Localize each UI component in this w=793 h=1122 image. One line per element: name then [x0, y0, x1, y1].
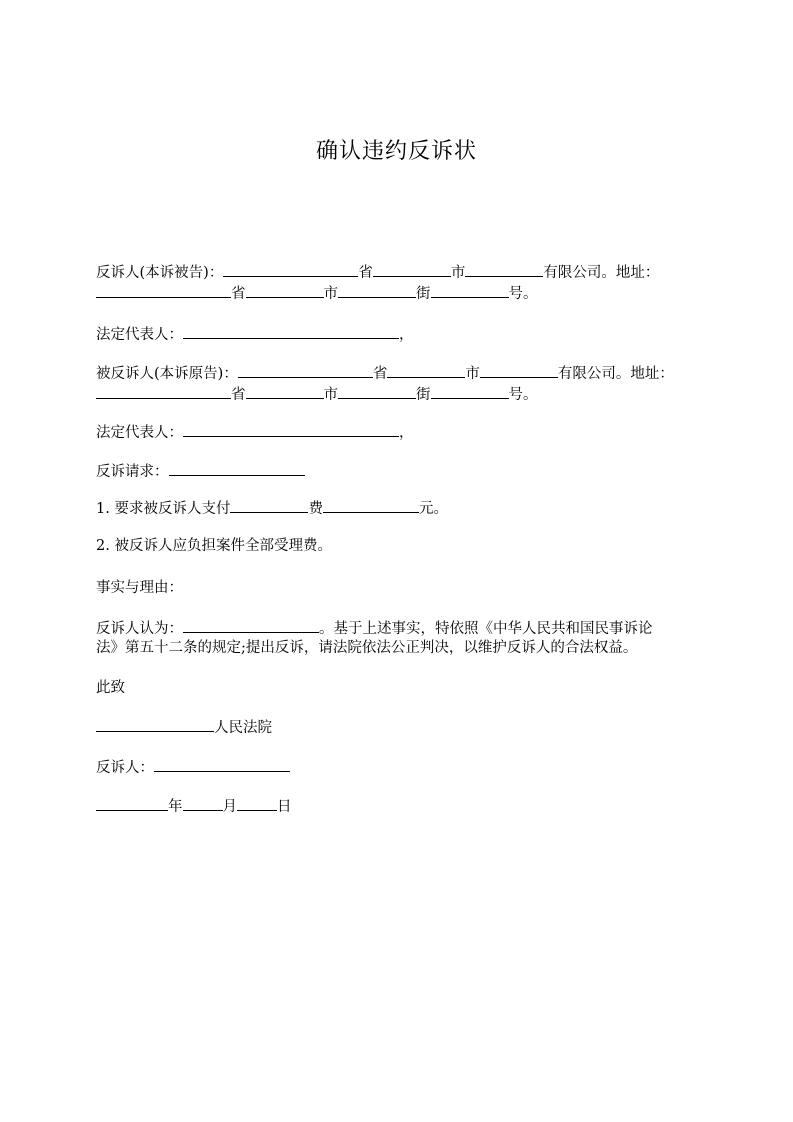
counter-defendant-line-2 [96, 383, 706, 404]
claim-amount-blank [323, 497, 419, 513]
address-city-label: 市 [323, 286, 338, 302]
counter-defendant-section [96, 362, 706, 404]
address-province-label: 省 [231, 286, 246, 302]
counter-plaintiff-line-2 [96, 282, 706, 303]
defendant-address-city-label: 市 [323, 387, 338, 403]
claim-fee-label: 费 [308, 501, 323, 517]
regards-line [96, 678, 706, 699]
defendant-city-blank [480, 362, 558, 378]
city-blank [465, 261, 543, 277]
legal-rep-2-line [96, 421, 706, 442]
claims-label-line [96, 460, 706, 481]
date-line-inner [96, 795, 706, 816]
legal-rep-1-section [96, 323, 706, 344]
address-province-blank [246, 282, 324, 298]
defendant-address-province-label: 省 [231, 387, 246, 403]
legal-rep-1-label: 法定代表人： [96, 327, 183, 343]
counter-defendant-name-blank [238, 362, 373, 378]
day-blank [237, 795, 277, 811]
court-label: 人民法院 [214, 720, 272, 736]
counter-plaintiff-label: 反诉人(本诉被告)： [96, 265, 224, 281]
date-line [96, 795, 706, 816]
facts-line-1-suffix: 。基于上述事实，特依照《中华人民共和国民事诉论 [319, 621, 653, 637]
facts-label-line [96, 578, 706, 599]
claim-item-1 [96, 497, 706, 518]
facts-label: 事实与理由： [96, 580, 183, 596]
signer-line [96, 756, 706, 777]
claims-label: 反诉请求： [96, 464, 169, 480]
street-label: 街 [416, 286, 431, 302]
facts-blank [183, 617, 319, 633]
signer-label: 反诉人： [96, 760, 154, 776]
defendant-address-blank [96, 383, 231, 399]
defendant-province-blank [387, 362, 465, 378]
counter-plaintiff-name-blank [223, 261, 358, 277]
counter-defendant-line-1 [96, 362, 706, 383]
facts-line-2: 法》第五十二条的规定;提出反诉，请法院依法公正判决，以维护反诉人的合法权益。 [96, 640, 638, 656]
defendant-address-province-blank [246, 383, 324, 399]
defendant-street-label: 街 [416, 387, 431, 403]
month-label: 月 [222, 799, 237, 815]
signer-line-inner [96, 756, 706, 777]
court-line-inner [96, 716, 706, 737]
year-label: 年 [168, 799, 183, 815]
claim-item-1-line [96, 497, 706, 518]
province-label: 省 [358, 265, 373, 281]
facts-line-1-prefix: 反诉人认为： [96, 621, 183, 637]
month-blank [183, 795, 223, 811]
claim-fee-type-blank [230, 497, 308, 513]
province-blank [373, 261, 451, 277]
document-title: 确认违约反诉状 [315, 139, 477, 164]
year-blank [96, 795, 168, 811]
defendant-company-address-label: 有限公司。地址： [557, 366, 674, 382]
company-address-label: 有限公司。地址： [543, 265, 660, 281]
street-blank [431, 282, 509, 298]
signer-blank [154, 756, 290, 772]
address-city-blank [338, 282, 416, 298]
number-label: 号。 [508, 286, 538, 302]
counter-plaintiff-line-1 [96, 261, 706, 282]
counter-plaintiff-section [96, 261, 706, 303]
legal-rep-1-comma: ， [399, 327, 414, 343]
defendant-street-blank [431, 383, 509, 399]
facts-line-1 [96, 617, 706, 638]
defendant-address-city-blank [338, 383, 416, 399]
legal-rep-2-label: 法定代表人： [96, 425, 183, 441]
claims-line [96, 460, 706, 481]
regards-text: 此致 [96, 680, 125, 696]
court-name-blank [96, 716, 214, 732]
legal-rep-1-blank [183, 323, 399, 339]
defendant-number-label: 号。 [508, 387, 538, 403]
claims-blank [169, 460, 305, 476]
address-blank [96, 282, 231, 298]
city-label: 市 [450, 265, 466, 281]
day-label: 日 [277, 799, 292, 815]
claim-item-1-suffix: 元。 [418, 501, 448, 517]
counter-defendant-label: 被反诉人(本诉原告)： [96, 366, 238, 382]
legal-rep-2-comma: ， [399, 425, 414, 441]
defendant-province-label: 省 [372, 366, 388, 382]
legal-rep-2-blank [183, 421, 399, 437]
claim-item-2-text: 2. 被反诉人应负担案件全部受理费。 [96, 538, 332, 554]
claim-item-2 [96, 536, 706, 557]
claim-item-1-prefix: 1. 要求被反诉人支付 [96, 501, 231, 517]
legal-rep-2-section [96, 421, 706, 442]
defendant-city-label: 市 [465, 366, 480, 382]
court-line [96, 716, 706, 737]
facts-body [96, 617, 706, 659]
legal-rep-1-line [96, 323, 706, 344]
